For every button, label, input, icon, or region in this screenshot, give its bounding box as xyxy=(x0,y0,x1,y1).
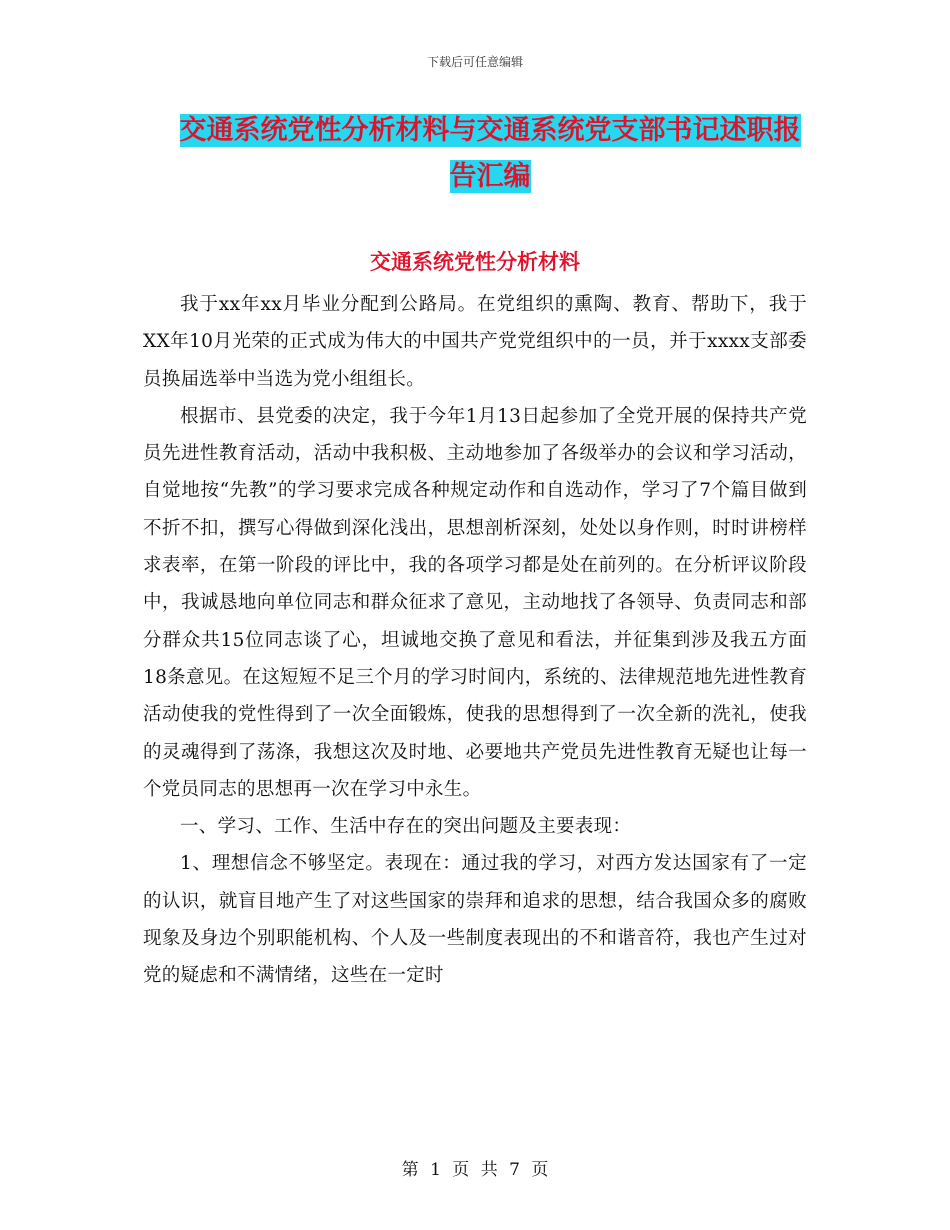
title-line-2: 告汇编 xyxy=(449,161,531,192)
paragraph: 我于xx年xx月毕业分配到公路局。在党组织的熏陶、教育、帮助下，我于XX年10月光荣的正式成为伟大的中国共产党党组织中的一员，并于xxxx支部委员换届选举中当选为党小组组长。 xyxy=(143,294,807,390)
paragraph: 根据市、县党委的决定，我于今年1月13日起参加了全党开展的保持共产党员先进性教育活动，活动中我积极、主动地参加了各级举办的会议和学习活动，自觉地按“先教”的学习要求完成各种规定动作和自选动作，学习了7个篇目做到不折不扣，撰写心得做到深化浅出，思想剖析深刻，处处以身作则，时时讲榜样求表率，在第一阶段的评比中，我的各项学习都是处在前列的。在分析评议阶段中，我诚恳地向单位同志和群众征求了意见，主动地找了各领导、负责同志和部分群众共15位同志谈了心，坦诚地交换了意见和看法，并征集到涉及我五方面18条意见。在这短短不足三个月的学习时间内，系统的、法律规范地先进性教育活动使我的党性得到了一次全面锻炼，使我的思想得到了一次全新的洗礼，使我的灵魂得到了荡涤，我想这次及时地、必要地共产党员先进性教育无疑也让每一个党员同志的思想再一次在学习中永生。 xyxy=(143,405,807,800)
document-title xyxy=(140,108,840,200)
section-title: 交通系统党性分析材料 xyxy=(370,250,580,274)
paragraph: 1、理想信念不够坚定。表现在：通过我的学习，对西方发达国家有了一定的认识，就盲目地产生了对这些国家的崇拜和追求的思想，结合我国众多的腐败现象及身边个别职能机构、个人及一些制度表现出的不和谐音符，我也产生过对党的疑虑和不满情绪，这些在一定时 xyxy=(143,853,807,987)
title-line-1: 交通系统党性分析材料与交通系统党支部书记述职报 xyxy=(179,115,801,146)
body-text xyxy=(143,286,807,995)
header-note: 下载后可任意编辑 xyxy=(426,55,523,69)
paragraph: 一、学习、工作、生活中存在的突出问题及主要表现： xyxy=(180,816,632,838)
page-footer: 第 1 页 共 7 页 xyxy=(401,1160,549,1180)
